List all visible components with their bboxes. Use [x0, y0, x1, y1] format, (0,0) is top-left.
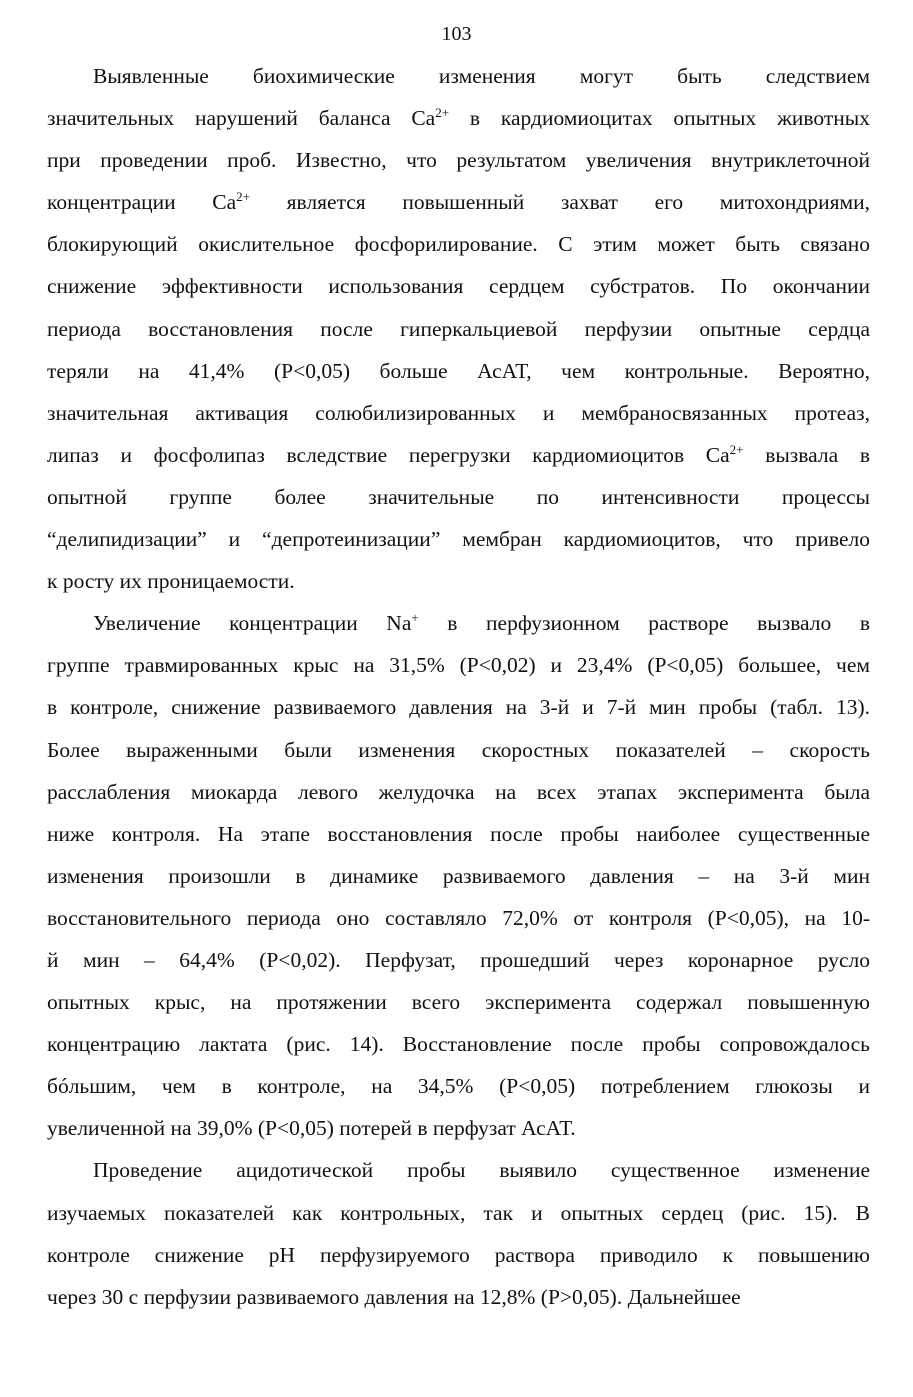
paragraph: [47, 602, 870, 1149]
text-line: расслабления миокарда левого желудочка на всех этапах эксперимента была: [47, 779, 870, 804]
text-line: к росту их проницаемости.: [47, 569, 295, 594]
text-line: Более выраженными были изменения скоростных показателей – скорость: [47, 737, 870, 762]
text-line: восстановительного периода оно составляло 72,0% от контроля (P<0,05), на 10-: [47, 905, 870, 930]
text-line: группе травмированных крыс на 31,5% (P<0,02) и 23,4% (P<0,05) большее, чем: [47, 653, 870, 678]
text-line: периода восстановления после гиперкальциевой перфузии опытные сердца: [47, 316, 870, 341]
text-line: “делипидизации” и “депротеинизации” мембран кардиомиоцитов, что привело: [47, 527, 870, 552]
text-line: при проведении проб. Известно, что результатом увеличения внутриклеточной: [47, 148, 870, 173]
text-line: опытных крыс, на протяжении всего эксперимента содержал повышенную: [47, 990, 870, 1015]
text-line: концентрацию лактата (рис. 14). Восстановление после пробы сопровождалось: [47, 1032, 870, 1057]
text-line: значительных нарушений баланса $Ca^{2+}$ в кардиомиоцитах опытных животных: [47, 105, 870, 131]
text-line: изучаемых показателей как контрольных, так и опытных сердец (рис. 15). В: [47, 1200, 870, 1225]
text-line: Выявленные биохимические изменения могут быть следствием: [93, 64, 870, 88]
text-line: бóльшим, чем в контроле, на 34,5% (P<0,05) потреблением глюкозы и: [47, 1074, 870, 1099]
body-text: [47, 55, 870, 1318]
text-line: в контроле, снижение развиваемого давления на 3-й и 7-й мин пробы (табл. 13).: [47, 695, 870, 720]
paragraph: [47, 1149, 870, 1317]
text-line: значительная активация солюбилизированных и мембраносвязанных протеаз,: [47, 400, 870, 425]
text-line: липаз и фосфолипаз вследствие перегрузки кардиомиоцитов $Ca^{2+}$ вызвала в: [47, 441, 870, 467]
text-line: Проведение ацидотической пробы выявило существенное изменение: [93, 1158, 870, 1183]
text-line: изменения произошли в динамике развиваемого давления – на 3-й мин: [47, 863, 870, 888]
text-line: увеличенной на 39,0% (P<0,05) потерей в перфузат АсАТ.: [47, 1116, 576, 1141]
text-line: снижение эффективности использования сердцем субстратов. По окончании: [47, 274, 870, 299]
text-line: теряли на 41,4% (P<0,05) больше АсАТ, чем контрольные. Вероятно,: [47, 358, 870, 383]
text-line: й мин – 64,4% (P<0,02). Перфузат, прошедший через коронарное русло: [47, 947, 870, 972]
text-line: блокирующий окислительное фосфорилирование. С этим может быть связано: [47, 232, 870, 257]
text-line: опытной группе более значительные по интенсивности процессы: [47, 484, 870, 509]
page-number: 103: [441, 23, 472, 45]
text-line: Увеличение концентрации Na+ в перфузионном растворе вызвало в: [93, 610, 870, 636]
paragraph: [47, 55, 870, 602]
text-line: через 30 с перфузии развиваемого давления на 12,8% (P>0,05). Дальнейшее: [47, 1284, 741, 1309]
text-line: концентрации $Ca^{2+}$ является повышенный захват его митохондриями,: [47, 189, 871, 215]
text-line: ниже контроля. На этапе восстановления после пробы наиболее существенные: [47, 821, 870, 846]
text-line: контроле снижение pH перфузируемого раствора приводило к повышению: [47, 1242, 870, 1267]
